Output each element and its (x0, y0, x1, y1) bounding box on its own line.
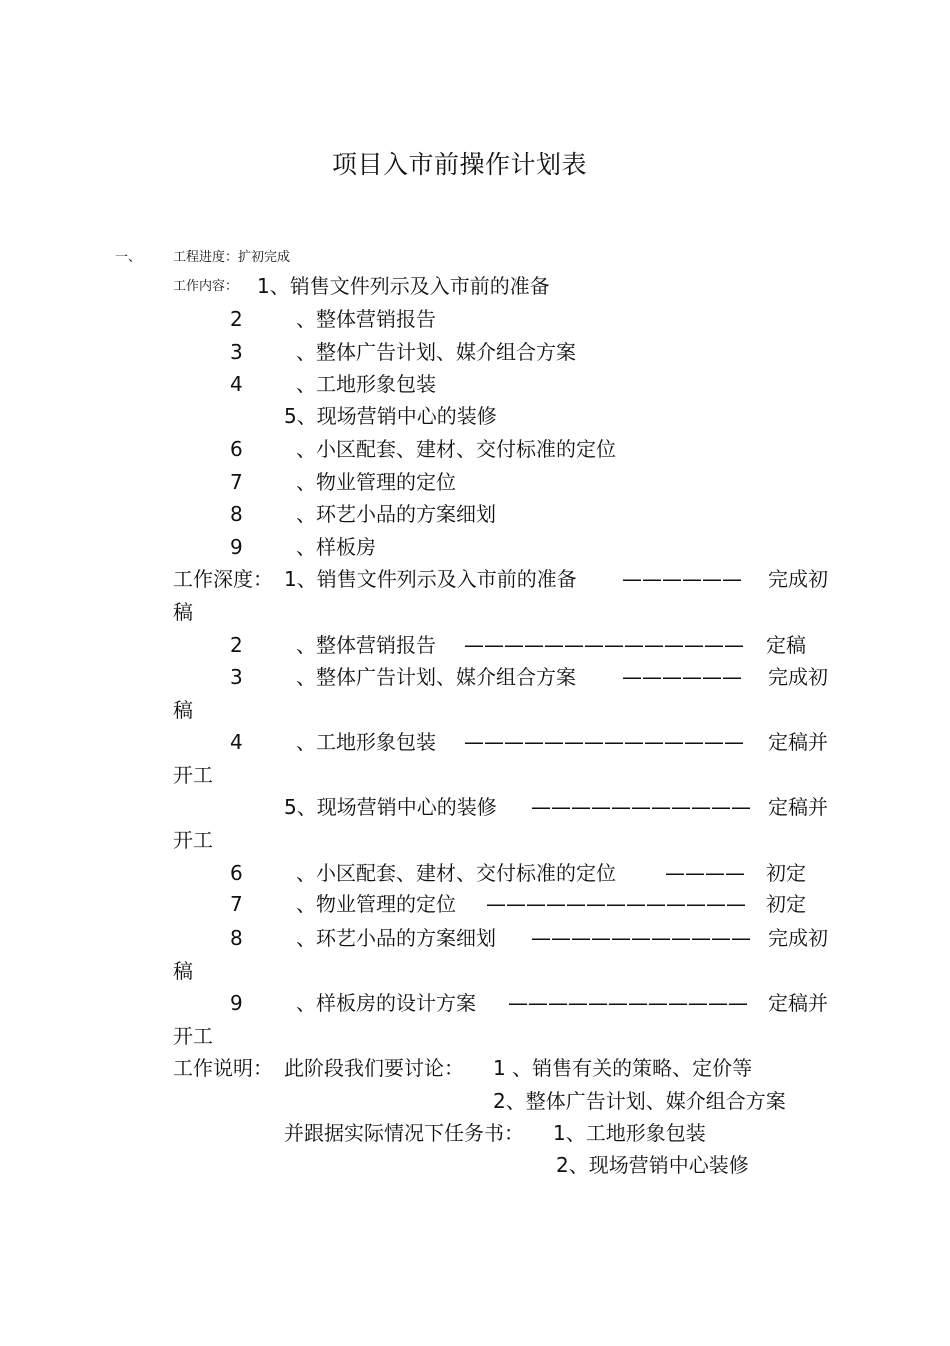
content-item-1: 1、销售文件列示及入市前的准备 (257, 274, 550, 298)
depth-item-dashes: ———————————— (508, 991, 748, 1015)
depth-label: 工作深度： (173, 567, 273, 591)
content-item-num: 7 (230, 470, 243, 494)
notes-intro: 此阶段我们要讨论： (284, 1056, 464, 1080)
depth-item-dashes: ——————————— (531, 926, 751, 950)
depth-item-status: 定稿并 (768, 730, 828, 754)
depth-item-wrap: 稿 (173, 600, 193, 624)
content-item-num: 9 (230, 535, 243, 559)
depth-item-text: 、小区配套、建材、交付标准的定位 (296, 861, 616, 885)
task-item: 2、现场营销中心装修 (556, 1153, 749, 1177)
content-item-text: 、样板房 (296, 535, 376, 559)
content-item-text: 、整体营销报告 (296, 307, 436, 331)
discuss-item: 2、整体广告计划、媒介组合方案 (493, 1089, 786, 1113)
depth-item-wrap: 稿 (173, 959, 193, 983)
depth-item-dashes: —————————————— (464, 730, 744, 754)
content-item-text: 、工地形象包装 (296, 372, 436, 396)
content-item-text: 、环艺小品的方案细划 (296, 502, 496, 526)
depth-item-dashes: —————— (622, 567, 742, 591)
depth-item-text: 、工地形象包装 (296, 730, 436, 754)
depth-item-status: 完成初 (768, 926, 828, 950)
depth-item-text: 、物业管理的定位 (296, 892, 456, 916)
depth-item-num: 2 (230, 633, 243, 657)
depth-item-status: 初定 (766, 892, 806, 916)
content-item-text: 、物业管理的定位 (296, 470, 456, 494)
depth-item-text: 、样板房的设计方案 (296, 991, 476, 1015)
depth-item-dashes: ————————————— (486, 892, 746, 916)
depth-item-text: 、整体营销报告 (296, 633, 436, 657)
depth-item-wrap: 稿 (173, 698, 193, 722)
depth-item-status: 初定 (766, 861, 806, 885)
depth-item-text: 、环艺小品的方案细划 (296, 926, 496, 950)
depth-item-num: 3 (230, 665, 243, 689)
depth-item-status: 定稿 (766, 633, 806, 657)
depth-item-text: 、整体广告计划、媒介组合方案 (296, 665, 576, 689)
depth-item-status: 完成初 (768, 567, 828, 591)
depth-item-status: 定稿并 (768, 991, 828, 1015)
depth-item-text: 5、现场营销中心的装修 (284, 795, 497, 819)
depth-item-text: 1、销售文件列示及入市前的准备 (284, 567, 577, 591)
depth-item-wrap: 开工 (173, 1024, 213, 1048)
content-item-num: 4 (230, 372, 243, 396)
depth-item-status: 定稿并 (768, 795, 828, 819)
progress-line: 工程进度：扩初完成 (173, 250, 291, 265)
depth-item-num: 6 (230, 861, 243, 885)
depth-item-dashes: ——————————— (531, 795, 751, 819)
content-label: 工作内容： (173, 279, 239, 294)
content-item-text: 5、现场营销中心的装修 (284, 404, 497, 428)
depth-item-dashes: —————— (622, 665, 742, 689)
content-item-num: 2 (230, 307, 243, 331)
task-item: 1、工地形象包装 (553, 1121, 706, 1145)
page-title: 项目入市前操作计划表 (332, 150, 588, 179)
discuss-item: 1 、销售有关的策略、定价等 (493, 1056, 753, 1080)
tasks-intro: 并跟据实际情况下任务书： (284, 1121, 524, 1145)
depth-item-dashes: —————————————— (464, 633, 744, 657)
depth-item-wrap: 开工 (173, 763, 213, 787)
depth-item-num: 9 (230, 991, 243, 1015)
depth-item-wrap: 开工 (173, 828, 213, 852)
content-item-num: 6 (230, 437, 243, 461)
section-marker: 一、 (115, 250, 142, 265)
depth-item-status: 完成初 (768, 665, 828, 689)
depth-item-num: 8 (230, 926, 243, 950)
notes-label: 工作说明： (173, 1056, 273, 1080)
content-item-text: 、小区配套、建材、交付标准的定位 (296, 437, 616, 461)
content-item-text: 、整体广告计划、媒介组合方案 (296, 340, 576, 364)
depth-item-num: 4 (230, 730, 243, 754)
content-item-num: 3 (230, 340, 243, 364)
depth-item-num: 7 (230, 892, 243, 916)
depth-item-dashes: ———— (665, 861, 745, 885)
content-item-num: 8 (230, 502, 243, 526)
